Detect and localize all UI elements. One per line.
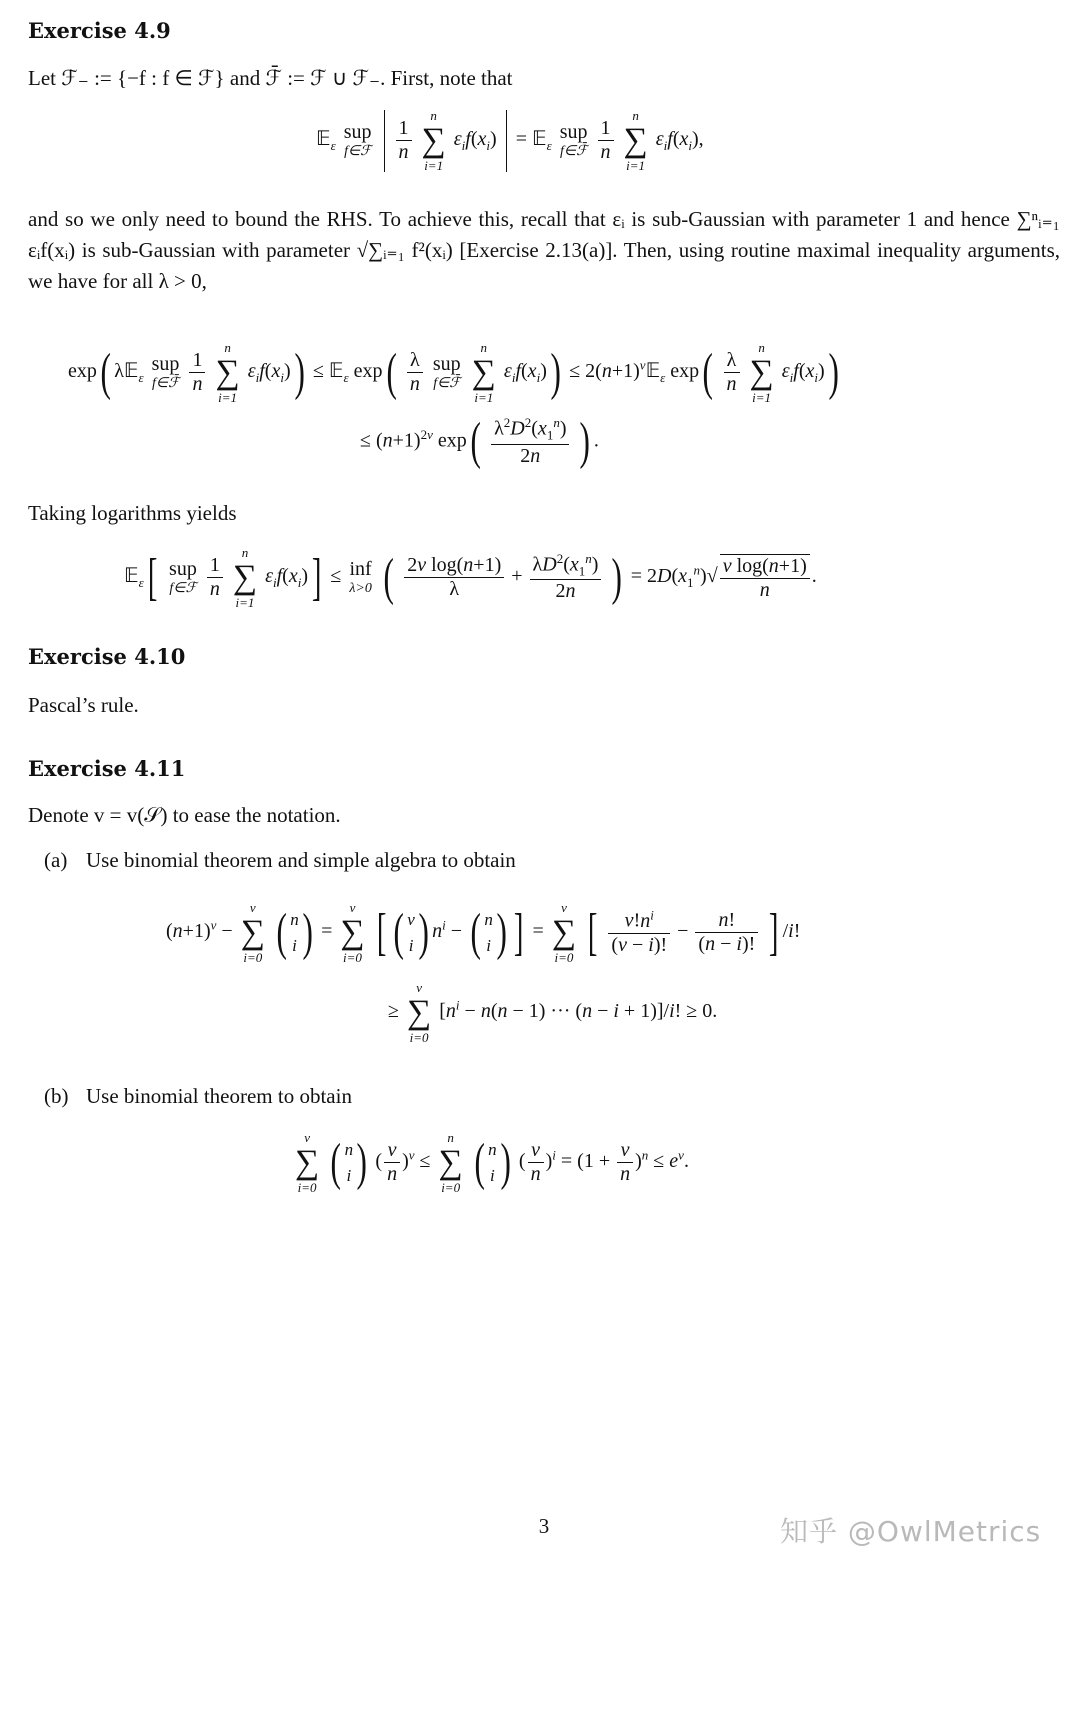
exercise-4-9-taking-logs: Taking logarithms yields <box>28 501 237 525</box>
exercise-4-10-body: Pascal’s rule. <box>28 693 139 717</box>
exercise-4-11-intro: Denote v = v(𝒮) to ease the notation. <box>28 803 341 827</box>
item-a-label: (a) <box>44 848 68 872</box>
heading-exercise-4-9: Exercise 4.9 <box>28 18 171 43</box>
exercise-4-11-item-a <box>44 848 516 873</box>
heading-exercise-4-11: Exercise 4.11 <box>28 756 186 781</box>
equation-binomial-b: v ∑ i=0 ( n i ) ( $\frac{v}{n}$ )$^v$ ≤ n ∑ i=0 ( n i ) ( $\frac{v}{n}$ )$^i$ = (1 + $\frac{v}{n}$ )$^n \le e^v$. <box>295 1130 689 1195</box>
item-a-text: Use binomial theorem and simple algebra to obtain <box>86 848 516 872</box>
page-number: 3 <box>538 1514 550 1538</box>
watermark-text: 知乎 @OwlMetrics <box>780 1515 1042 1548</box>
heading-exercise-4-10: Exercise 4.10 <box>28 644 186 669</box>
exercise-4-9-paragraph: and so we only need to bound the RHS. To achieve this, recall that εᵢ is sub-Gaussian with parameter 1 and hence ∑ⁿᵢ₌₁ εᵢf(xᵢ) is sub-Gaussian with parameter √∑ᵢ₌₁ f²(xᵢ) [Exercise 2.13(a)]. Then, using routine maximal inequality arguments, we have for all λ > 0, <box>28 207 1060 293</box>
item-b-text: Use binomial theorem to obtain <box>86 1084 352 1108</box>
exercise-4-11-item-b <box>44 1084 352 1109</box>
equation-log-bound: 𝔼$_\varepsilon$[ sup f∈ℱ $\frac{1}{n}$ n ∑ i=1 $\varepsilon_if(x_i)$] ≤ inf λ>0 ( $\frac{\text{2v log(n+1)}}{\lambda}$ + $\frac{\lambda D^2(x_1^n)}{2n}$ ) = $2D(x_1^n)√$ $\frac{\text{v log(n+1)}}{n}$ . <box>124 545 817 610</box>
equation-binomial-a: $(n+1)^v$ − v ∑ i=0 ( n i ) = v ∑ i=0 [ ( v i ) $n^i$ − ( n i ) ] = v ∑ i=0 [ $\frac{v!n^i}{(v - i)!}$ − $\frac{n!}{(n - i)!}$ ] /i! ≥ v ∑ i=0 [$n^i - n(n - 1)$ ··· (n − i + 1)]/i! ≥ 0. <box>166 900 801 1045</box>
equation-maximal-inequality: exp( λ𝔼$_\varepsilon$ sup f∈ℱ̄ $\frac{1}{n}$ n ∑ i=1 $\varepsilon_if(x_i)$) ≤ 𝔼$_\varepsilon$ exp( $\frac{\lambda}{n}$ sup f∈ℱ̄ n ∑ i=1 $\varepsilon_if(x_i)$) ≤ $2(n+1)^v𝔼_\varepsilon$ exp( $\frac{\lambda}{n}$ n ∑ i=1 $\varepsilon_if(x_i)$) ≤ $(n+1)^{2v}$ exp( $\frac{\lambda^2D^2(x_1^n)}{2n}$ ) . <box>68 340 839 470</box>
equation-symmetrization: 𝔼$_\varepsilon$ sup f∈ℱ $\frac{1}{n}$ n ∑ i=1 $\varepsilon_if(x_i)$ = 𝔼$_\varepsilon$ sup f∈ℱ̄ $\frac{1}{n}$ n ∑ i=1 $\varepsilon_if(x_i)$, <box>316 108 704 173</box>
item-b-label: (b) <box>44 1084 69 1108</box>
exercise-4-9-intro: Let ℱ₋ := {−f : f ∈ ℱ} and ℱ̄ := ℱ ∪ ℱ₋. First, note that <box>28 66 513 90</box>
